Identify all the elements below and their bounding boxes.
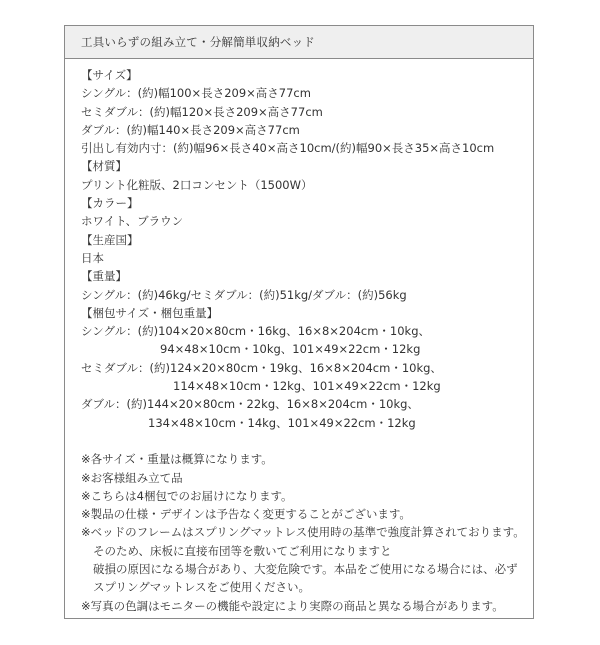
size-double: ダブル：(約)幅140×長さ209×高さ77cm (81, 122, 300, 137)
size-heading: 【サイズ】 (81, 68, 138, 82)
spec-title: 工具いらずの組み立て・分解簡単収納ベッド (65, 26, 533, 59)
spec-body (65, 59, 533, 615)
note-frame-line-2: そのため、床板に直接布団等を敷いてご利用になりますと (93, 543, 392, 558)
package-semidouble-line-2: 114×48×10cm・12kg、101×49×22cm・12kg (173, 379, 441, 394)
note-assembly: ※お客様組み立て品 (81, 470, 183, 485)
package-semidouble-line-1: セミダブル：(約)124×20×80cm・19kg、16×8×204cm・10kg、 (81, 360, 442, 375)
note-frame-line-3: 破損の原因になる場合があり、大変危険です。本品をご使用になる場合には、必ず (93, 562, 518, 577)
size-single: シングル：(約)幅100×長さ209×高さ77cm (81, 86, 311, 101)
color-heading: 【カラー】 (81, 196, 139, 211)
note-spec-change: ※製品の仕様・デザインは予告なく変更することがございます。 (81, 507, 411, 522)
size-drawer: 引出し有効内寸：(約)幅96×長さ40×高さ10cm/(約)幅90×長さ35×高さ10cm (81, 141, 495, 156)
package-double-line-1: ダブル：(約)144×20×80cm・22kg、16×8×204cm・10kg、 (81, 397, 419, 412)
origin-heading: 【生産国】 (81, 232, 139, 247)
spacer (81, 432, 533, 450)
size-semidouble: セミダブル：(約)幅120×長さ209×高さ77cm (81, 104, 323, 119)
package-double-line-2: 134×48×10cm・14kg、101×49×22cm・12kg (148, 415, 416, 430)
origin-value: 日本 (81, 250, 104, 265)
note-frame-line-4: スプリングマットレスをご使用ください。 (93, 580, 311, 595)
spec-table (64, 25, 534, 619)
weight-heading: 【重量】 (81, 269, 127, 284)
color-value: ホワイト、ブラウン (81, 214, 184, 229)
weight-value: シングル：(約)46kg/セミダブル：(約)51kg/ダブル：(約)56kg (81, 287, 407, 302)
note-approximate: ※各サイズ・重量は概算になります。 (81, 452, 273, 467)
package-single-line-2: 94×48×10cm・10kg、101×49×22cm・12kg (160, 342, 421, 357)
note-color-tone: ※写真の色調はモニターの機能や設定により実際の商品と異なる場合があります。 (81, 598, 504, 613)
material-value: プリント化粧版、2口コンセント（1500W） (81, 177, 313, 192)
material-heading: 【材質】 (81, 159, 127, 174)
note-packages: ※こちらは4梱包でのお届けになります。 (81, 488, 293, 503)
package-heading: 【梱包サイズ・梱包重量】 (81, 305, 219, 320)
note-frame-line-1: ※ベッドのフレームはスプリングマットレス使用時の基準で強度計算されております。 (81, 525, 525, 540)
package-single-line-1: シングル：(約)104×20×80cm・16kg、16×8×204cm・10kg、 (81, 324, 431, 339)
